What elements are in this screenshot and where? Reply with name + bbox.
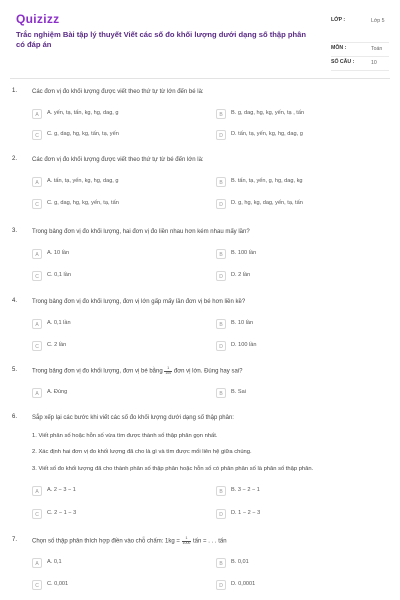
meta-label: LỚP : [331, 17, 346, 23]
option-text: C. g, dag, hg, kg, yến, tạ, tấn [47, 200, 119, 206]
option-letter-box: C [32, 509, 42, 519]
option-letter-box: D [216, 341, 226, 351]
fraction-denominator: 1000 [182, 540, 191, 545]
option-text: D. 100 lần [231, 342, 257, 348]
option-letter-box: B [216, 249, 226, 259]
option-text: A. 2 − 3 − 1 [47, 487, 76, 493]
question-number: 4. [12, 298, 18, 304]
meta-label: SỐ CÂU : [331, 59, 355, 65]
option-text: A. 0,1 [47, 559, 62, 565]
question-number: 2. [12, 156, 18, 162]
option-d[interactable] [216, 129, 386, 142]
option-d[interactable] [216, 508, 386, 521]
option-text: C. g, dag, hg, kg, tấn, tạ, yến [47, 131, 119, 137]
meta-value: 10 [371, 60, 377, 66]
option-a[interactable] [32, 108, 202, 121]
question-text-before: Trong bảng đơn vị đo khối lượng, đơn vị bé bằng [32, 368, 163, 375]
meta-row-subject [331, 43, 389, 57]
option-text: B. 0,01 [231, 559, 249, 565]
option-text: B. 3 − 2 − 1 [231, 487, 260, 493]
option-letter-box: C [32, 130, 42, 140]
worksheet-title: Trắc nghiệm Bài tập lý thuyết Viết các số đo khối lượng dưới dạng số thập phân có đáp án [16, 30, 307, 49]
option-text: C. 0,001 [47, 581, 69, 587]
option-letter-box: C [32, 199, 42, 209]
option-b[interactable] [216, 318, 386, 331]
option-text: C. 2 lần [47, 342, 67, 348]
option-letter-box: A [32, 249, 42, 259]
question-text-before: Chọn số thập phân thích hợp điền vào chỗ chấm: 1kg = [32, 538, 180, 545]
option-a[interactable] [32, 176, 202, 189]
option-text: A. 0,1 lần [47, 320, 71, 326]
option-text: D. tấn, tạ, yến, kg, hg, dag, g [231, 131, 303, 137]
option-letter-box: C [32, 580, 42, 590]
option-letter-box: A [32, 177, 42, 187]
option-text: C. 0,1 lần [47, 272, 71, 278]
question-number: 1. [12, 88, 18, 94]
option-text: B. 10 lần [231, 320, 254, 326]
worksheet-meta [331, 15, 389, 71]
option-text: B. Sai [231, 389, 246, 395]
question-text-after: tấn = . . . tấn [193, 538, 227, 545]
option-b[interactable] [216, 176, 386, 189]
question-text: Các đơn vị đo khối lượng được viết theo thứ tự từ bé đến lớn là: [32, 157, 204, 163]
option-text: A. yến, tạ, tấn, kg, hg, dag, g [47, 110, 119, 116]
option-c[interactable] [32, 270, 202, 283]
worksheet-header [10, 8, 390, 79]
option-letter-box: B [216, 177, 226, 187]
option-letter-box: A [32, 319, 42, 329]
option-a[interactable] [32, 248, 202, 261]
option-letter-box: B [216, 486, 226, 496]
option-letter-box: D [216, 509, 226, 519]
option-text: D. 1 − 2 − 3 [231, 510, 261, 516]
option-text: D. g, hg, kg, dag, yến, tạ, tấn [231, 200, 303, 206]
question-text-after: đơn vị lớn. Đúng hay sai? [173, 368, 243, 375]
option-text: A. 10 lần [47, 250, 70, 256]
option-letter-box: B [216, 558, 226, 568]
step-3: 3. Viết số đo khối lượng đã cho thành phân số thập phân hoặc hỗn số có phân phân số là phân số thập phân. [32, 466, 314, 472]
question-text: Trong bảng đơn vị đo khối lượng, hai đơn vị đo liền nhau hơn kém nhau mấy lần? [32, 229, 250, 235]
option-c[interactable] [32, 508, 202, 521]
quizizz-logo: Quizizz [16, 12, 60, 26]
option-letter-box: D [216, 580, 226, 590]
fraction-denominator: 100 [165, 370, 172, 375]
question-text: Các đơn vị đo khối lượng được viết theo thứ tự từ lớn đến bé là: [32, 89, 204, 95]
option-letter-box: A [32, 486, 42, 496]
option-c[interactable] [32, 198, 202, 211]
option-text: B. tấn, tạ, yến, g, hg, dag, kg [231, 178, 303, 184]
meta-value: Lớp 5 [371, 18, 385, 24]
option-b[interactable] [216, 557, 386, 570]
option-c[interactable] [32, 340, 202, 353]
option-letter-box: A [32, 109, 42, 119]
option-letter-box: D [216, 199, 226, 209]
step-2: 2. Xác định hai đơn vị đo khối lượng đã cho là gì và tìm được mối liên hệ giữa chúng. [32, 449, 252, 455]
option-d[interactable] [216, 270, 386, 283]
option-text: A. Đúng [47, 389, 68, 395]
option-text: C. 2 − 1 − 3 [47, 510, 77, 516]
option-letter-box: B [216, 319, 226, 329]
option-b[interactable] [216, 108, 386, 121]
option-d[interactable] [216, 340, 386, 353]
meta-row-count [331, 57, 389, 71]
option-letter-box: A [32, 558, 42, 568]
option-letter-box: B [216, 109, 226, 119]
option-a[interactable] [32, 557, 202, 570]
fraction [164, 367, 172, 375]
meta-row-class [331, 15, 389, 43]
question-number: 7. [12, 537, 18, 543]
option-d[interactable] [216, 198, 386, 211]
option-letter-box: A [32, 388, 42, 398]
question-text [32, 537, 384, 546]
option-a[interactable] [32, 485, 202, 498]
meta-value: Toán [371, 46, 383, 52]
question-number: 6. [12, 414, 18, 420]
step-1: 1. Viết phân số hoặc hỗn số vừa tìm được thành số thập phân gọn nhất. [32, 433, 218, 439]
meta-label: MÔN : [331, 45, 347, 51]
fraction-numerator: 1 [164, 367, 172, 372]
option-letter-box: B [216, 388, 226, 398]
option-c[interactable] [32, 129, 202, 142]
option-text: B. g, dag, hg, kg, yến, tạ , tấn [231, 110, 305, 116]
option-letter-box: D [216, 271, 226, 281]
option-d[interactable] [216, 579, 386, 592]
question-number: 3. [12, 228, 18, 234]
question-text [32, 367, 384, 376]
option-letter-box: C [32, 271, 42, 281]
option-letter-box: D [216, 130, 226, 140]
question-text: Sắp xếp lại các bước khi viết các số đo khối lượng dưới dạng số thập phân: [32, 415, 234, 421]
option-b[interactable] [216, 248, 386, 261]
option-text: D. 2 lần [231, 272, 251, 278]
fraction [182, 537, 192, 545]
question-number: 5. [12, 367, 18, 373]
option-text: D. 0,0001 [231, 581, 256, 587]
option-b[interactable] [216, 387, 386, 400]
option-text: A. tấn, tạ, yến, kg, hg, dag, g [47, 178, 119, 184]
option-b[interactable] [216, 485, 386, 498]
option-letter-box: C [32, 341, 42, 351]
option-text: B. 100 lần [231, 250, 257, 256]
option-a[interactable] [32, 387, 202, 400]
question-text: Trong bảng đơn vị đo khối lượng, đơn vị lớn gấp mấy lần đơn vị bé hơn liền kề? [32, 299, 246, 305]
fraction-numerator: 1 [182, 537, 192, 542]
option-c[interactable] [32, 579, 202, 592]
option-a[interactable] [32, 318, 202, 331]
